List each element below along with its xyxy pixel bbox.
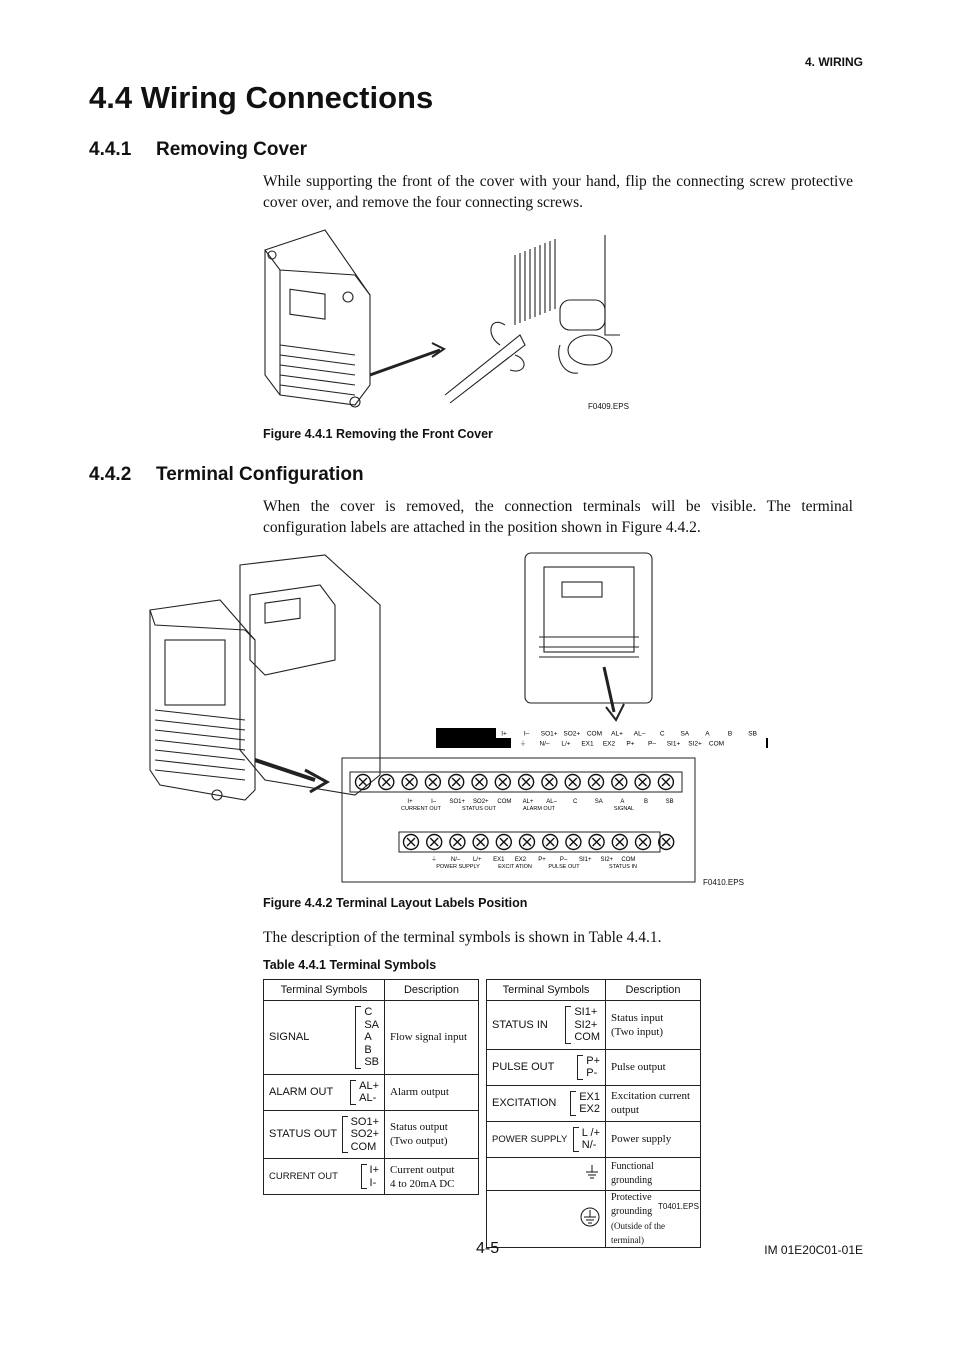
terminal-codes [586, 1055, 600, 1080]
terminal-screw-icon [520, 835, 535, 850]
terminal-codes [370, 1164, 379, 1189]
terminal-group-name: EXCITATION [492, 1097, 557, 1109]
column-header: Terminal Symbols [264, 980, 385, 1001]
terminal-group-name: SIGNAL [269, 1031, 310, 1044]
terminal-screw-icon [635, 775, 650, 790]
terminal-group-label: POWER SUPPLY [436, 864, 480, 870]
terminal-code: C [364, 1006, 373, 1018]
terminal-codes [574, 1006, 600, 1044]
terminal-symbols-table-left [263, 979, 479, 1195]
terminal-screw-icon [379, 775, 394, 790]
label-strip-text: COM [586, 730, 602, 738]
terminal-screw-icon [473, 835, 488, 850]
terminal-screw-icon [402, 775, 417, 790]
terminal-label: L/+ [472, 857, 482, 863]
terminal-screw-icon [612, 775, 627, 790]
terminal-label: COM [621, 857, 636, 863]
label-strip-text: SI2+ [688, 740, 702, 748]
terminal-label: AL+ [522, 799, 534, 805]
table-row [487, 1190, 701, 1247]
terminal-code: SA [364, 1018, 379, 1031]
label-strip-text: SO1+ [540, 730, 558, 738]
terminal-code: SB [364, 1056, 379, 1068]
terminal-code: B [364, 1043, 372, 1056]
terminal-screw-icon [565, 775, 580, 790]
label-strip-text: L/+ [561, 740, 571, 748]
terminal-screw-icon [612, 835, 627, 850]
label-strip-text: P+ [626, 740, 635, 748]
terminal-screw-icon [543, 835, 558, 850]
terminal-code: COM [574, 1031, 600, 1043]
terminal-label: I– [431, 799, 437, 805]
terminal-code: SO2+ [350, 1128, 379, 1140]
terminal-screw-icon [496, 835, 511, 850]
terminal-label: EX2 [514, 857, 527, 863]
terminal-screw-icon [356, 775, 371, 790]
table-row [487, 1049, 701, 1085]
page-title: 4.4 Wiring Connections [89, 80, 434, 115]
terminal-description-note: (Outside of the terminal) [611, 1220, 665, 1245]
terminal-group-name: STATUS OUT [269, 1128, 338, 1141]
terminal-code: AL+ [359, 1079, 379, 1092]
terminal-code: I+ [369, 1164, 379, 1176]
figure-file-label: F0409.EPS [588, 402, 629, 411]
section-4-4-2-heading [89, 464, 364, 486]
terminal-group-label: ALARM OUT [522, 806, 556, 812]
terminal-code: L /+ [581, 1126, 600, 1139]
figure-file-label: F0410.EPS [703, 878, 744, 887]
label-strip-text: AL+ [611, 730, 623, 738]
terminal-label-text [436, 728, 768, 748]
table-row [487, 1001, 701, 1050]
terminal-label: B [643, 799, 649, 805]
terminal-code: EX2 [579, 1103, 600, 1115]
table-row [487, 1121, 701, 1157]
terminal-screw-icon [542, 775, 557, 790]
terminal-codes [351, 1116, 379, 1154]
terminal-code: SI1+ [574, 1006, 598, 1018]
protective-ground-icon [580, 1218, 600, 1230]
terminal-screw-icon [659, 835, 674, 850]
terminal-label: P– [559, 857, 568, 863]
terminal-label: I+ [407, 799, 413, 805]
terminal-description: Pulse output [611, 1061, 666, 1073]
terminal-description: Status output (Two output) [390, 1121, 448, 1148]
terminal-code: P- [586, 1067, 598, 1079]
section-title: Removing Cover [156, 139, 307, 160]
terminal-screw-icon [495, 775, 510, 790]
terminal-label: C [573, 799, 578, 805]
terminal-description: Excitation current output [611, 1090, 691, 1116]
terminal-code: N/- [581, 1139, 597, 1151]
label-strip-text: SB [748, 730, 757, 738]
terminal-code: P+ [586, 1054, 600, 1067]
table-row [264, 1001, 479, 1075]
terminal-description: Protective grounding [611, 1191, 653, 1217]
terminal-description: Functional grounding [611, 1160, 654, 1186]
removing-cover-text: While supporting the front of the cover with your hand, flip the connecting screw protective cover over, and remove the four connecting screws. [263, 173, 853, 211]
label-strip-text: P– [648, 740, 656, 748]
page-number: 4-5 [476, 1240, 500, 1257]
label-strip-text: B [727, 730, 733, 738]
terminal-group-name: ALARM OUT [269, 1086, 334, 1098]
terminal-screw-icon [472, 775, 487, 790]
terminal-description: Power supply [611, 1133, 672, 1145]
terminal-code: SO1+ [350, 1115, 379, 1128]
label-strip-text: EX2 [602, 740, 616, 748]
terminal-group-name: STATUS IN [492, 1018, 548, 1031]
terminal-description: Status input (Two input) [611, 1011, 664, 1038]
terminal-description: Alarm output [390, 1086, 449, 1098]
terminal-label: A [620, 799, 625, 805]
terminal-codes [359, 1080, 379, 1105]
section-number: 4.4.2 [89, 464, 132, 485]
label-strip-text: I+ [501, 730, 507, 738]
column-header: Description [385, 980, 479, 1001]
terminal-screw-icon [449, 775, 464, 790]
terminal-label: SI1+ [578, 857, 592, 863]
removing-cover-figure [260, 225, 640, 415]
terminal-label: SO1+ [449, 799, 465, 805]
terminal-code: COM [350, 1140, 377, 1153]
terminal-screw-icon [566, 835, 581, 850]
terminal-code: I- [369, 1176, 377, 1189]
label-strip-text: SI1+ [666, 740, 681, 748]
table-file-label: T0401.EPS [658, 1202, 699, 1211]
terminal-label: ⏚ [430, 857, 438, 863]
terminal-screw-icon [636, 835, 651, 850]
table-row [264, 1110, 479, 1159]
label-strip-text: AL– [633, 730, 646, 738]
table-row [487, 1157, 701, 1190]
terminal-screw-icon [589, 775, 604, 790]
label-strip-text: I– [523, 730, 530, 738]
table-caption: Table 4.4.1 Terminal Symbols [263, 958, 437, 972]
label-strip-text: N/– [539, 740, 550, 748]
label-strip-text: A [705, 730, 710, 738]
terminal-label: SI2+ [600, 857, 614, 863]
label-strip-text: C [659, 730, 665, 738]
terminal-label: SA [594, 799, 603, 805]
terminal-codes [364, 1006, 379, 1069]
terminal-label: COM [497, 799, 512, 805]
figure-4-4-2-caption: Figure 4.4.2 Terminal Layout Labels Position [263, 896, 528, 910]
table-row [264, 1074, 479, 1110]
terminal-group-label: STATUS OUT [461, 806, 497, 812]
terminal-code: EX1 [579, 1090, 600, 1103]
terminal-group-label: EXCIT ATION [498, 864, 532, 870]
section-title: Terminal Configuration [156, 464, 364, 485]
column-header: Terminal Symbols [487, 980, 606, 1001]
label-strip-text: SA [680, 730, 690, 738]
document-number: IM 01E20C01-01E [764, 1243, 863, 1257]
section-4-4-1-heading [89, 139, 307, 161]
terminal-screw-icon [427, 835, 442, 850]
terminal-group-name: POWER SUPPLY [492, 1133, 568, 1145]
terminal-screw-icon [450, 835, 465, 850]
terminal-group-label: STATUS IN [609, 864, 637, 870]
functional-ground-icon [584, 1171, 600, 1183]
terminal-group-name: CURRENT OUT [269, 1171, 338, 1182]
label-strip-text: EX1 [581, 740, 594, 748]
terminal-codes [582, 1127, 600, 1152]
terminal-label: SB [665, 799, 674, 805]
terminal-description: Current output 4 to 20mA DC [390, 1163, 455, 1190]
terminal-label: EX1 [493, 857, 505, 863]
terminal-group-label: PULSE OUT [548, 864, 580, 870]
terminal-label: N/– [450, 857, 461, 863]
terminal-config-text: When the cover is removed, the connection terminals will be visible. The terminal configuration labels are attached in the position shown in Figure 4.4.2. [263, 498, 853, 536]
terminal-description: Flow signal input [390, 1031, 468, 1044]
figure-4-4-1-caption: Figure 4.4.1 Removing the Front Cover [263, 427, 493, 441]
terminal-label: AL– [546, 799, 557, 805]
terminal-code: A [364, 1031, 372, 1043]
terminal-group-label: CURRENT OUT [401, 806, 441, 812]
terminal-label: P+ [538, 857, 546, 863]
terminal-group-name: PULSE OUT [492, 1061, 555, 1073]
terminal-code: AL- [359, 1092, 377, 1104]
terminal-screw-icon [425, 775, 440, 790]
label-strip-text: SO2+ [563, 730, 581, 738]
table-row [487, 1085, 701, 1121]
terminal-screw-icon [519, 775, 534, 790]
terminal-label: SO2+ [473, 799, 489, 805]
terminal-board-figure [341, 757, 696, 884]
terminal-location-figure [524, 552, 654, 732]
table-row [264, 1159, 479, 1195]
table-intro-text: The description of the terminal symbols is shown in Table 4.4.1. [263, 929, 662, 946]
section-header: 4. WIRING [804, 55, 863, 69]
terminal-codes [579, 1091, 600, 1116]
terminal-code: SI2+ [574, 1018, 598, 1031]
section-number: 4.4.1 [89, 139, 132, 160]
terminal-screw-icon [589, 835, 604, 850]
terminal-group-label: SIGNAL [613, 806, 635, 812]
label-strip-text: COM [708, 740, 725, 748]
label-strip-text: ⏚ [519, 740, 527, 748]
column-header: Description [606, 980, 701, 1001]
terminal-screw-icon [658, 775, 673, 790]
terminal-screw-icon [404, 835, 419, 850]
